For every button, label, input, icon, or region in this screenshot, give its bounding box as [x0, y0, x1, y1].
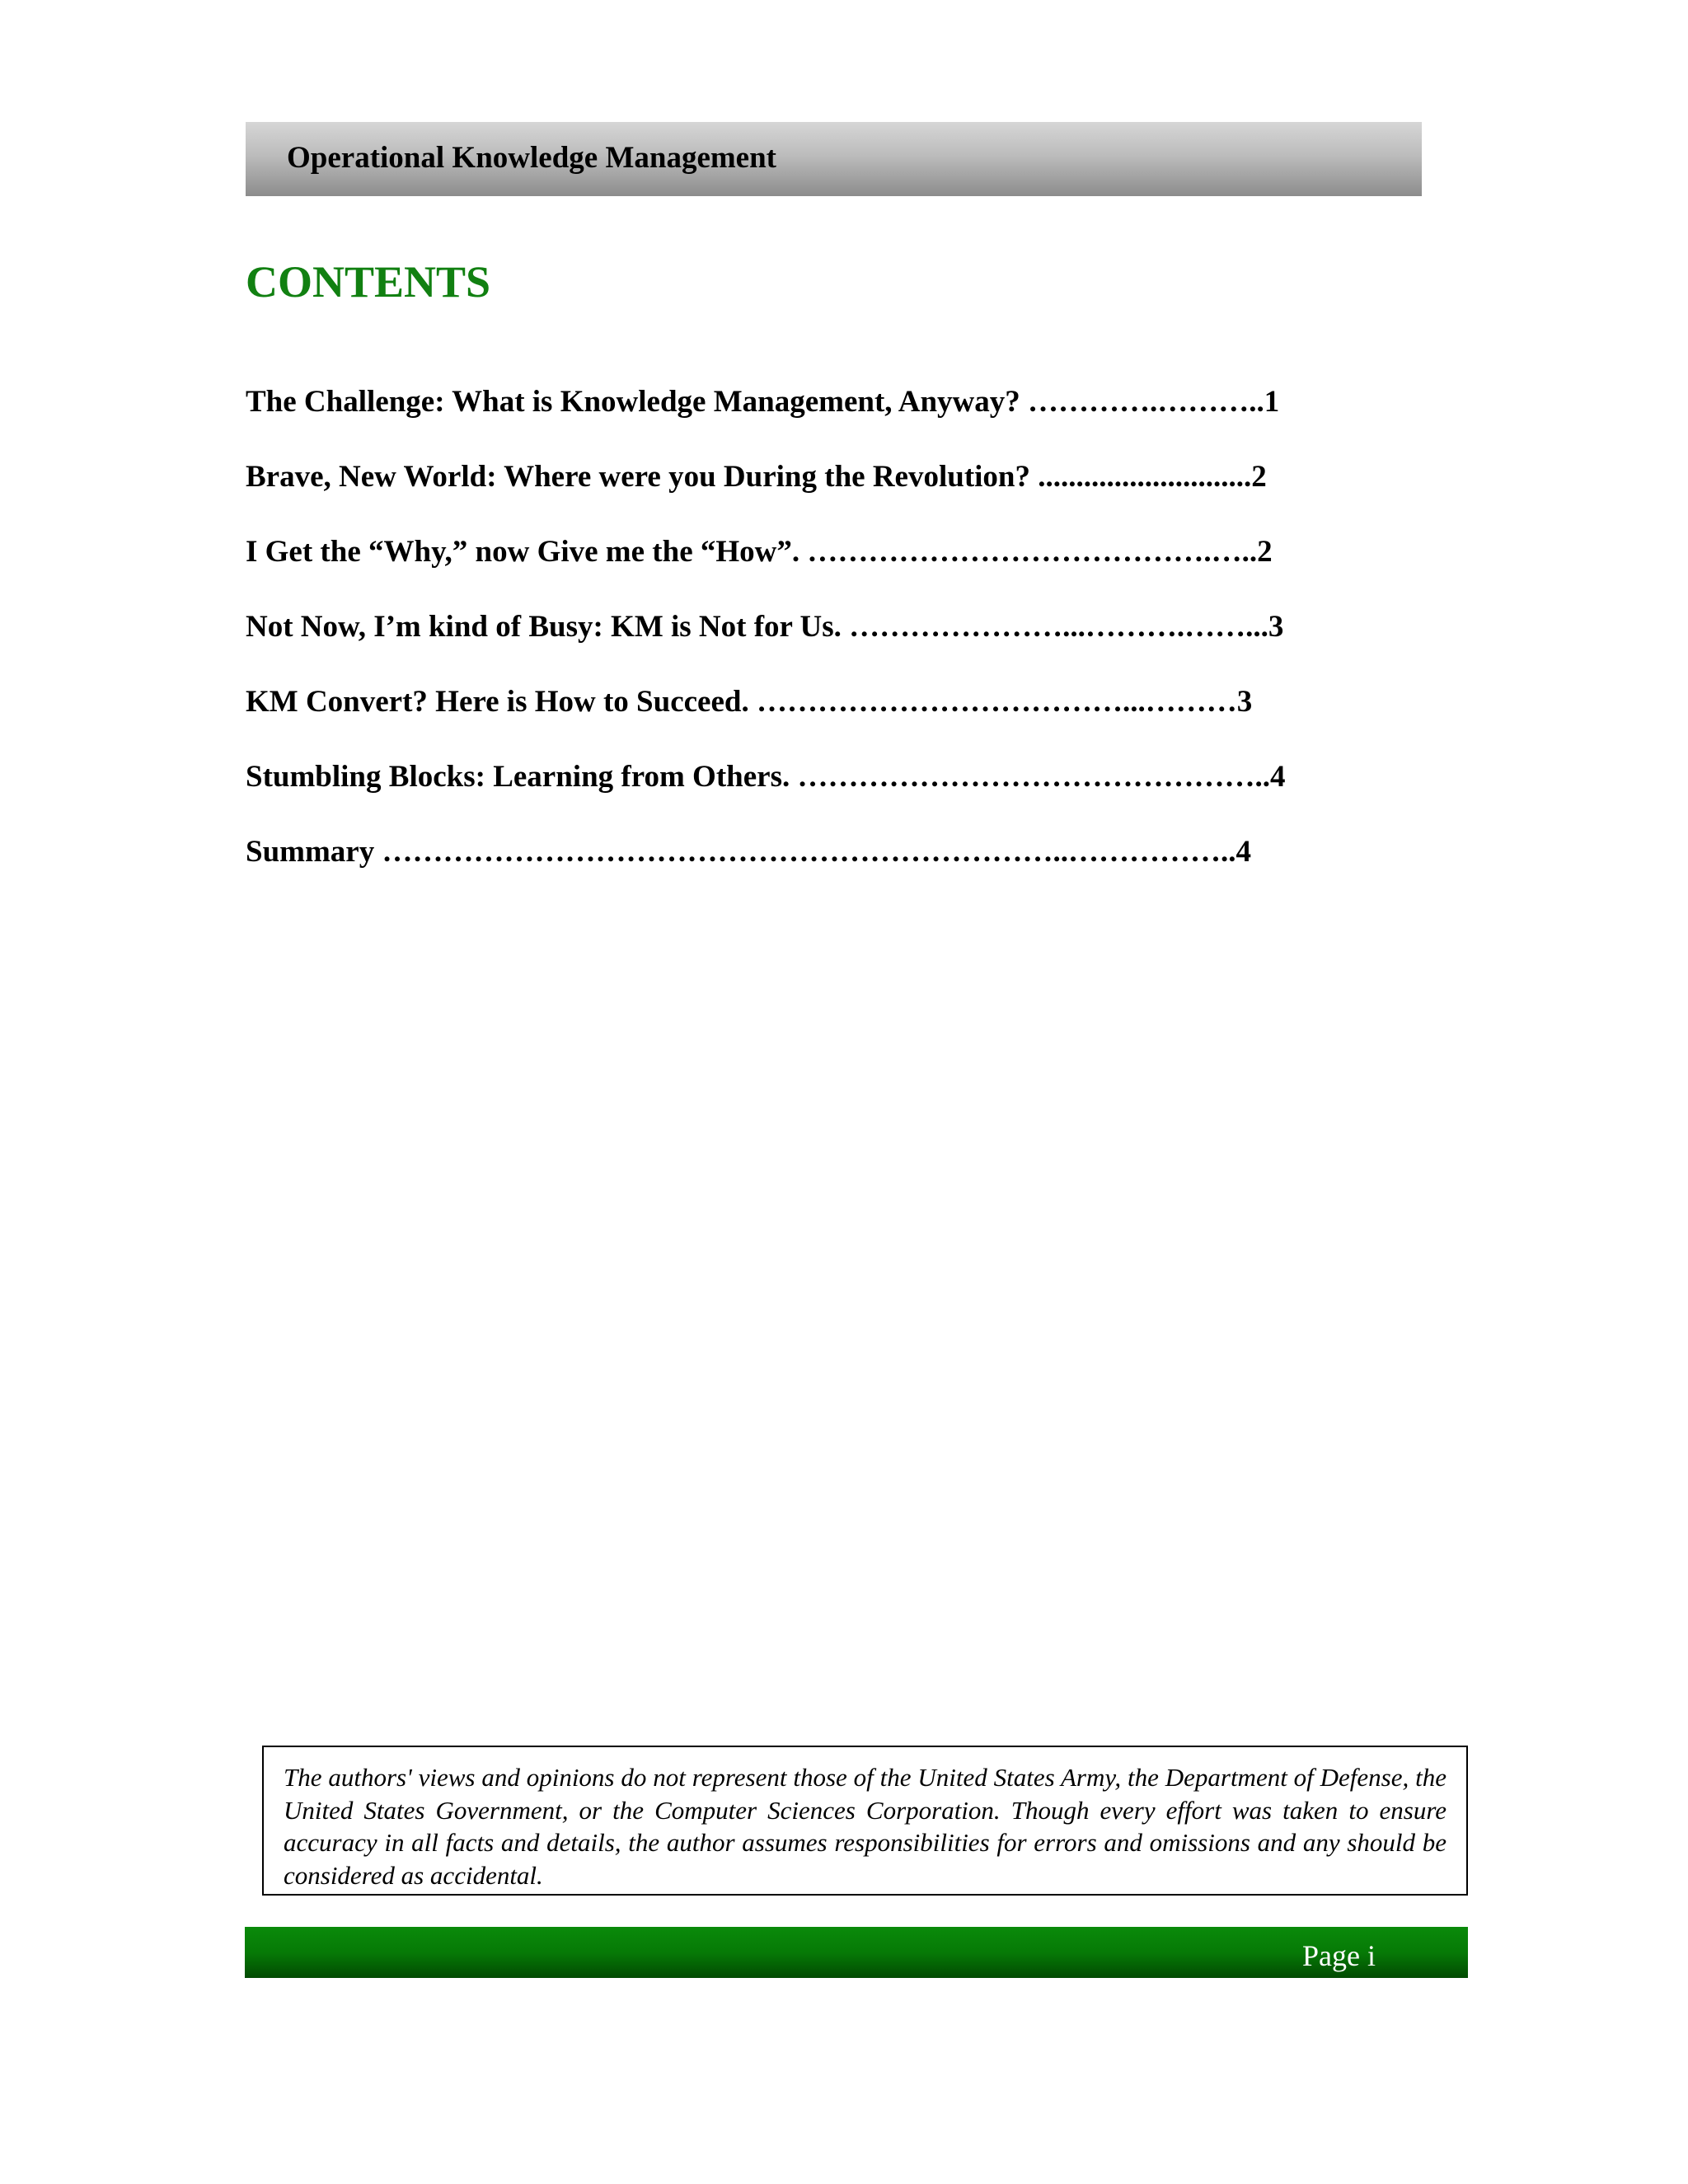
document-header-band	[246, 122, 1422, 196]
contents-heading: CONTENTS	[246, 257, 491, 307]
table-of-contents	[246, 381, 1367, 906]
toc-entry-why-how: I Get the “Why,” now Give me the “How”. ………………………………….…..2	[246, 535, 1273, 569]
document-title: Operational Knowledge Management	[287, 141, 777, 175]
toc-entry-summary: Summary …………………………………………………………..……………..4	[246, 835, 1251, 869]
page-number: Page i	[1302, 1939, 1376, 1972]
toc-entry-stumbling-blocks: Stumbling Blocks: Learning from Others. ………………………………………..4	[246, 760, 1286, 794]
disclaimer-box	[262, 1746, 1468, 1896]
toc-entry-km-convert: KM Convert? Here is How to Succeed. ………………………………...………3	[246, 685, 1253, 719]
disclaimer-text: The authors' views and opinions do not represent those of the United States Army, the Department of Defense, the United States Government, or the Computer Sciences Corporation. Though every effort was taken to ensure accuracy in all facts and details, the author assumes responsibilities for errors and omissions and any should be considered as accidental.	[284, 1763, 1447, 1890]
page-footer-band	[245, 1927, 1468, 1978]
toc-entry-challenge: The Challenge: What is Knowledge Management, Anyway? ………….………..1	[246, 385, 1280, 419]
toc-entry-brave-new-world: Brave, New World: Where were you During the Revolution? ............................2	[246, 460, 1267, 494]
toc-entry-not-now: Not Now, I’m kind of Busy: KM is Not for Us. …………………...……….……...3	[246, 610, 1284, 644]
